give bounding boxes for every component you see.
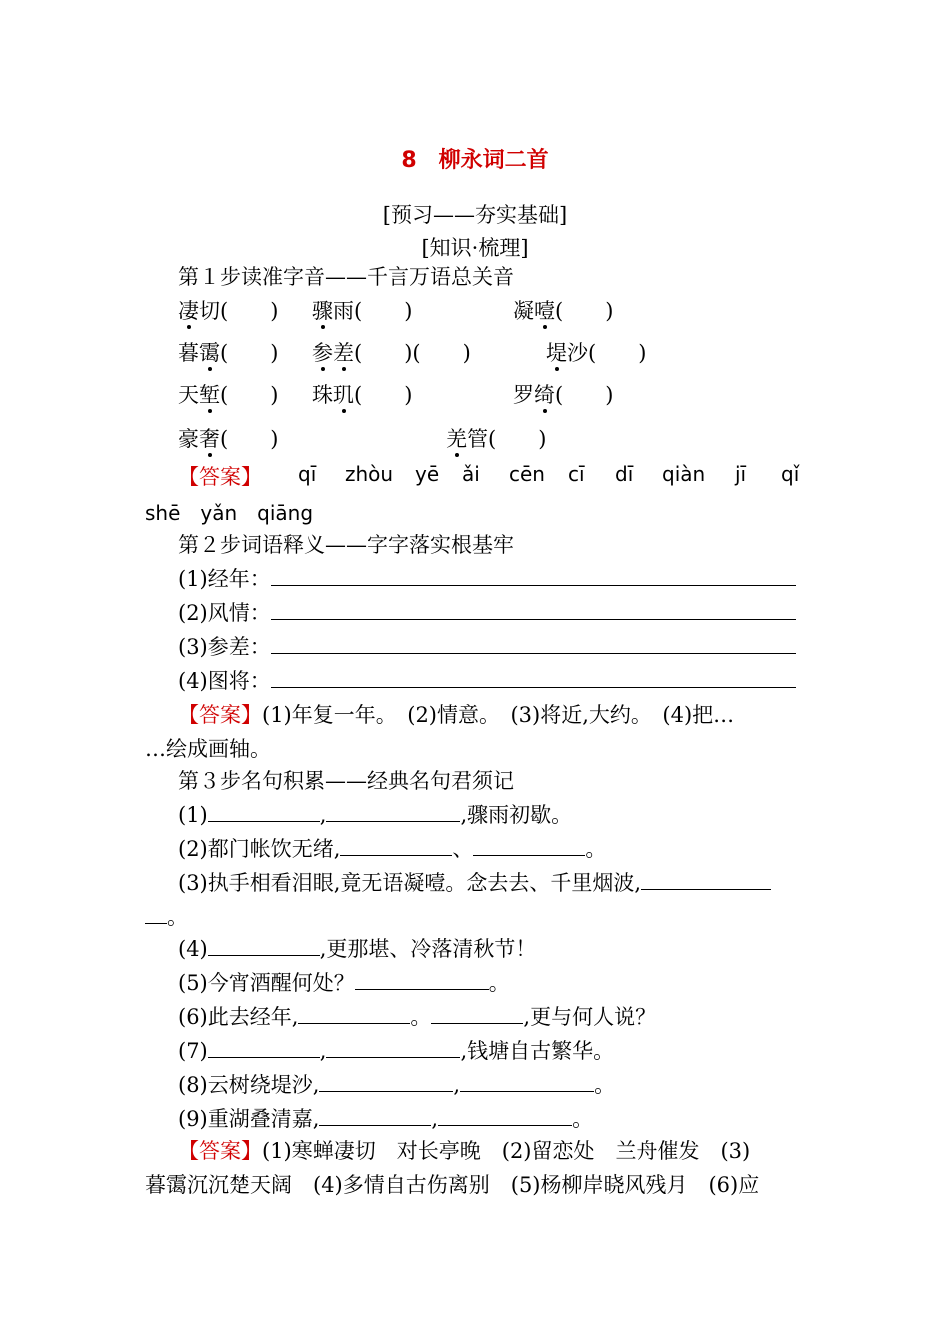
pinyin-2: zhòu: [345, 462, 394, 486]
answer-blank[interactable]: [208, 803, 320, 822]
quote-3: (3)执手相看泪眼,竟无语凝噎。念去去、千里烟波,: [178, 868, 771, 898]
quote-6: (6)此去经年, 。 ,更与何人说？: [178, 1005, 657, 1029]
answer-blank[interactable]: [271, 635, 796, 654]
term-row: (3)参差：: [178, 632, 796, 662]
pinyin-3: yē: [415, 462, 440, 486]
word-muai: 暮霭( ): [178, 341, 279, 365]
answer-blank[interactable]: [298, 1005, 410, 1024]
section-knowledge: [知识·梳理]: [421, 236, 529, 260]
quote-9: (9)重湖叠清嘉, , 。: [178, 1107, 594, 1131]
word-haoshe: 豪奢( ): [178, 427, 279, 451]
answer-blank[interactable]: [431, 1005, 523, 1024]
word-zhouyu: 骤雨( ): [312, 299, 413, 323]
answer-blank[interactable]: [319, 1073, 453, 1092]
word-ningye: 凝噎( ): [513, 299, 614, 323]
answer-blank[interactable]: [340, 837, 452, 856]
term-row: (1)经年：: [178, 564, 796, 594]
term-row: (4)图将：: [178, 666, 796, 696]
step3-answer: 【答案】(1)寒蝉凄切 对长亭晚 (2)留恋处 兰舟催发 (3): [178, 1139, 751, 1163]
term-row: (2)风情：: [178, 598, 796, 628]
pinyin-6: cī: [568, 462, 585, 486]
step1-answer-label: 【答案】: [178, 465, 262, 489]
word-zhuji: 珠玑( ): [312, 383, 413, 407]
answer-blank[interactable]: [271, 601, 796, 620]
quote-1: (1) , ,骤雨初歇。: [178, 803, 573, 827]
pinyin-10: qǐ: [781, 462, 800, 486]
pinyin-4: ǎi: [462, 462, 480, 486]
answer-blank[interactable]: [355, 971, 489, 990]
step2-answer-cont: …绘成画轴。: [145, 737, 271, 761]
quote-7: (7) , ,钱塘自古繁华。: [178, 1039, 615, 1063]
answer-blank[interactable]: [271, 567, 796, 586]
word-tianqian: 天堑( ): [178, 383, 279, 407]
section-preview: [预习——夯实基础]: [382, 203, 568, 227]
step1-heading: 第１步读准字音——千言万语总关音: [178, 265, 514, 289]
pinyin-8: qiàn: [662, 462, 706, 486]
answer-blank[interactable]: [145, 905, 167, 924]
answer-blank[interactable]: [271, 669, 796, 688]
quote-4: (4) ,更那堪、冷落清秋节！: [178, 937, 537, 961]
quote-2: (2)都门帐饮无绪, 、 。: [178, 837, 607, 861]
pinyin-line2: shē yǎn qiāng: [145, 501, 314, 525]
word-qieqie: 凄切( ): [178, 299, 279, 323]
step2-heading: 第２步词语释义——字字落实根基牢: [178, 533, 514, 557]
answer-blank[interactable]: [208, 1039, 320, 1058]
pinyin-5: cēn: [509, 462, 545, 486]
pinyin-7: dī: [615, 462, 634, 486]
answer-blank[interactable]: [319, 1107, 431, 1126]
quote-3-cont: 。: [145, 902, 188, 932]
pinyin-1: qī: [298, 462, 317, 486]
word-qiangguan: 羌管( ): [446, 427, 547, 451]
word-luoqi: 罗绮( ): [513, 383, 614, 407]
answer-blank[interactable]: [473, 837, 585, 856]
answer-blank[interactable]: [208, 937, 320, 956]
answer-blank[interactable]: [438, 1107, 572, 1126]
step3-answer-cont: 暮霭沉沉楚天阔 (4)多情自古伤离别 (5)杨柳岸晓风残月 (6)应: [145, 1173, 760, 1197]
answer-blank[interactable]: [641, 871, 771, 890]
word-disha: 堤沙( ): [546, 341, 647, 365]
pinyin-9: jī: [735, 462, 747, 486]
answer-blank[interactable]: [460, 1073, 594, 1092]
answer-blank[interactable]: [326, 803, 460, 822]
word-cenci: 参差( )( ): [312, 341, 471, 365]
quote-5: (5)今宵酒醒何处？ 。: [178, 971, 510, 995]
step2-answer: 【答案】(1)年复一年。 (2)情意。 (3)将近,大约。 (4)把…: [178, 703, 735, 727]
page-title: 8 柳永词二首: [401, 148, 549, 173]
quote-8: (8)云树绕堤沙, , 。: [178, 1073, 616, 1097]
answer-blank[interactable]: [326, 1039, 460, 1058]
step3-heading: 第３步名句积累——经典名句君须记: [178, 769, 514, 793]
